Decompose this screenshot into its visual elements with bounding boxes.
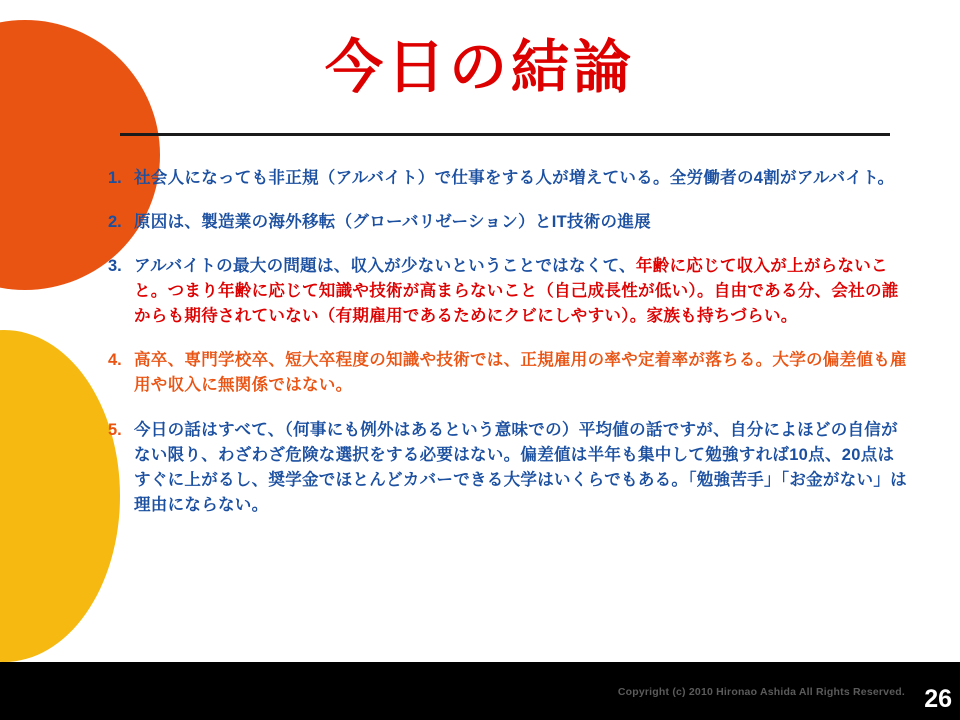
- page-number: 26: [924, 685, 952, 713]
- title-divider: [120, 133, 890, 136]
- list-item-number: 5.: [108, 420, 122, 439]
- list-item-segment-highlight: 年齢に応じて収入が上がらないこと。つまり年齢に応じて知識や技術が高まらないこと（自己成長性が低い）。自由である分、会社の誰からも期待されていない（有期雇用であるためにクビにしやすい）。家族も持ちづらい。: [134, 257, 899, 326]
- list-item-segment: 社会人になっても非正規（アルバイト）で仕事をする人が増えている。全労働者の4割がアルバイト。: [134, 169, 895, 187]
- list-item-segment: 原因は、製造業の海外移転（グローバリゼーション）とIT技術の進展: [134, 213, 651, 232]
- list-item: [108, 418, 908, 518]
- list-item-segment: 今日の話はすべて、（何事にも例外はあるという意味での）平均値の話ですが、自分によほどの自信がない限り、わざわざ危険な選択をする必要はない。偏差値は半年も集中して勉強すれば10点、20点はすぐに上がるし、奨学金でほとんどカバーできる大学はいくらでもある。「勉強苦手」「お金がない」は理由にならない。: [134, 420, 907, 514]
- list-item-segment: アルバイトの最大の問題は、収入が少ないということではなくて、: [134, 257, 636, 276]
- slide-title: 今日の結論: [324, 35, 635, 100]
- decorative-yellow-circle: [0, 330, 120, 662]
- list-item-text: [134, 418, 908, 518]
- list-item: [108, 210, 908, 235]
- list-item-number: 3.: [108, 257, 122, 276]
- list-item-text: [134, 348, 908, 398]
- list-item-number: 2.: [108, 213, 122, 232]
- copyright-notice: Copyright (c) 2010 Hironao Ashida All Rights Reserved.: [617, 686, 905, 698]
- list-item: [108, 254, 908, 329]
- list-item-segment: 高卒、専門学校卒、短大卒程度の知識や技術では、正規雇用の率や定着率が落ちる。大学の偏差値も雇用や収入に無関係ではない。: [134, 351, 907, 395]
- list-item: [108, 166, 908, 191]
- conclusion-list: [108, 166, 908, 537]
- list-item-number: 4.: [108, 351, 122, 370]
- list-item-text: [134, 166, 908, 191]
- list-item: [108, 348, 908, 398]
- list-item-number: 1.: [108, 169, 122, 187]
- list-item-text: [134, 254, 908, 329]
- list-item-text: [134, 210, 908, 235]
